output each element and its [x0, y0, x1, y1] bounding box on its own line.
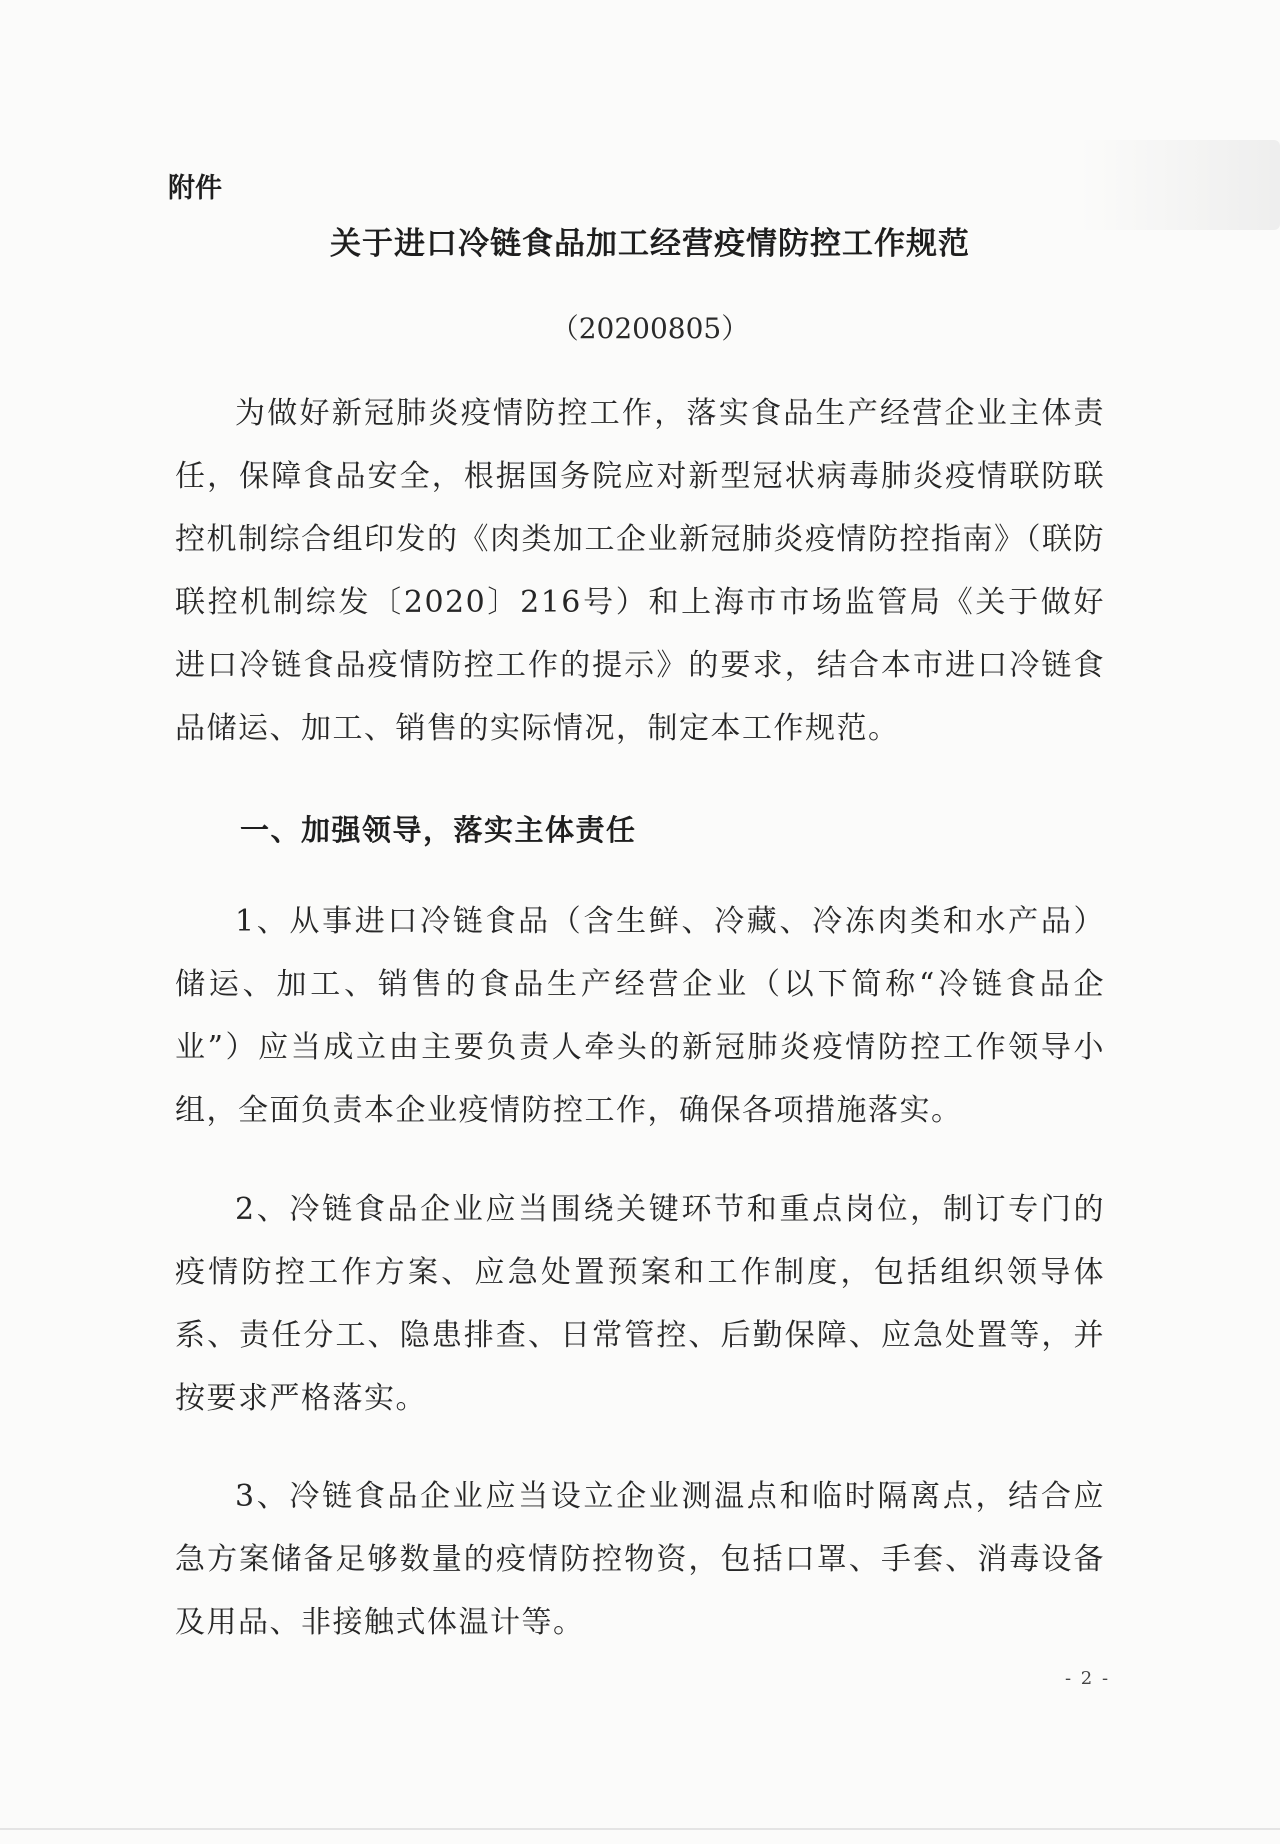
document-code: （20200805）: [550, 312, 750, 345]
stamp-watermark: [1080, 140, 1280, 230]
page-number: - 2 -: [1065, 1668, 1111, 1689]
list-item-1: 1、从事进口冷链食品（含生鲜、冷藏、冷冻肉类和水产品）储运、加工、销售的食品生产经营企业（以下简称“冷链食品企业”）应当成立由主要负责人牵头的新冠肺炎疫情防控工作领导小组，全面负责本企业疫情防控工作，确保各项措施落实。: [175, 904, 1105, 1128]
list-item-2: 2、冷链食品企业应当围绕关键环节和重点岗位，制订专门的疫情防控工作方案、应急处置预案和工作制度，包括组织领导体系、责任分工、隐患排查、日常管控、后勤保障、应急处置等，并按要求严格落实。: [175, 1192, 1105, 1416]
attachment-label: 附件: [168, 173, 222, 204]
section-heading: 一、加强领导，落实主体责任: [240, 813, 637, 847]
document-title: 关于进口冷链食品加工经营疫情防控工作规范: [330, 226, 970, 262]
intro-paragraph: 为做好新冠肺炎疫情防控工作，落实食品生产经营企业主体责任，保障食品安全，根据国务院应对新型冠状病毒肺炎疫情联防联控机制综合组印发的《肉类加工企业新冠肺炎疫情防控指南》（联防联控机制综发〔2020〕216号）和上海市市场监管局《关于做好进口冷链食品疫情防控工作的提示》的要求，结合本市进口冷链食品储运、加工、销售的实际情况，制定本工作规范。: [175, 396, 1105, 746]
divider: [0, 1828, 1280, 1830]
list-item-3: 3、冷链食品企业应当设立企业测温点和临时隔离点，结合应急方案储备足够数量的疫情防控物资，包括口罩、手套、消毒设备及用品、非接触式体温计等。: [175, 1479, 1105, 1640]
